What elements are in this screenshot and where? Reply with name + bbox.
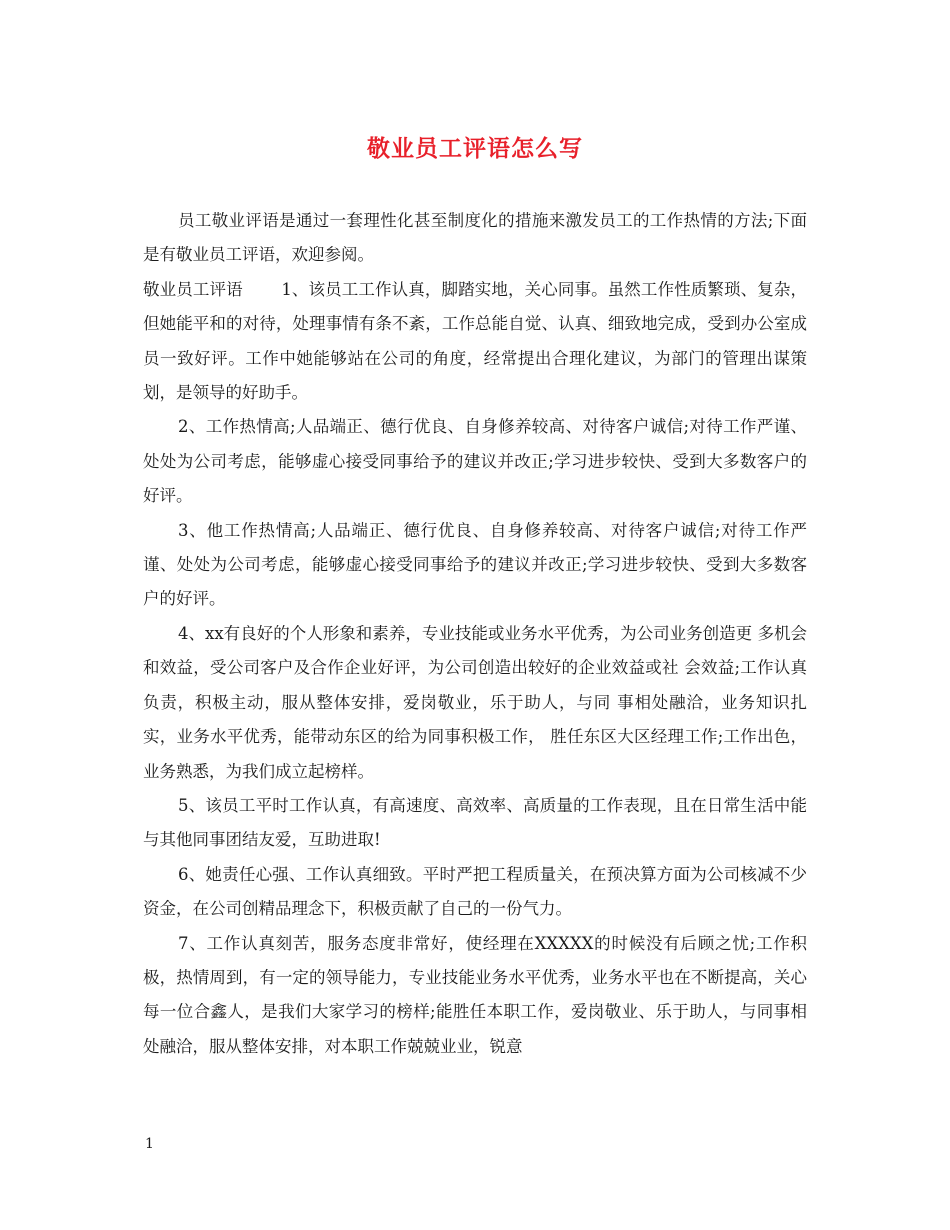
intro-paragraph: 员工敬业评语是通过一套理性化甚至制度化的措施来激发员工的工作热情的方法;下面是有敬业员工评语，欢迎参阅。 [143, 211, 807, 265]
document-body [143, 204, 807, 1064]
document-title: 敬业员工评语怎么写 [367, 135, 583, 162]
comment-paragraph-3: 3、他工作热情高;人品端正、德行优良、自身修养较高、对待客户诚信;对待工作严谨、处处为公司考虑，能够虚心接受同事给予的建议并改正;学习进步较快、受到大多数客户的好评。 [143, 520, 807, 609]
comment-paragraph-4: 4、xx有良好的个人形象和素养，专业技能或业务水平优秀，为公司业务创造更 多机会和效益，受公司客户及合作企业好评，为公司创造出较好的企业效益或社 会效益;工作认真负责，积极主动，服从整体安排，爱岗敬业，乐于助人，与同 事相处融洽，业务知识扎实，业务水平优秀，能带动东区的给为同事积极工作， 胜任东区大区经理工作;工作出色，业务熟悉，为我们成立起榜样。 [143, 623, 807, 781]
comment-paragraph-1: 敬业员工评语 1、该员工工作认真，脚踏实地，关心同事。虽然工作性质繁琐、复杂，但她能平和的对待，处理事情有条不紊，工作总能自觉、认真、细致地完成，受到办公室成员一致好评。工作中她能够站在公司的角度，经常提出合理化建议，为部门的管理出谋策划，是领导的好助手。 [143, 279, 807, 403]
comment-paragraph-2: 2、工作热情高;人品端正、德行优良、自身修养较高、对待客户诚信;对待工作严谨、处处为公司考虑，能够虚心接受同事给予的建议并改正;学习进步较快、受到大多数客户的好评。 [143, 417, 807, 506]
comment-paragraph-7: 7、工作认真刻苦，服务态度非常好，使经理在XXXXX的时候没有后顾之忧;工作积极，热情周到，有一定的领导能力，专业技能业务水平优秀，业务水平也在不断提高，关心每一位合鑫人，是我们大家学习的榜样;能胜任本职工作，爱岗敬业、乐于助人，与同事相处融洽，服从整体安排，对本职工作兢兢业业，锐意 [143, 933, 807, 1056]
comment-paragraph-5: 5、该员工平时工作认真，有高速度、高效率、高质量的工作表现，且在日常生活中能与其他同事团结友爱，互助进取! [143, 795, 807, 850]
page-number: 1 [145, 1136, 154, 1152]
comment-paragraph-6: 6、她责任心强、工作认真细致。平时严把工程质量关，在预决算方面为公司核减不少资金，在公司创精品理念下，积极贡献了自己的一份气力。 [143, 864, 807, 919]
